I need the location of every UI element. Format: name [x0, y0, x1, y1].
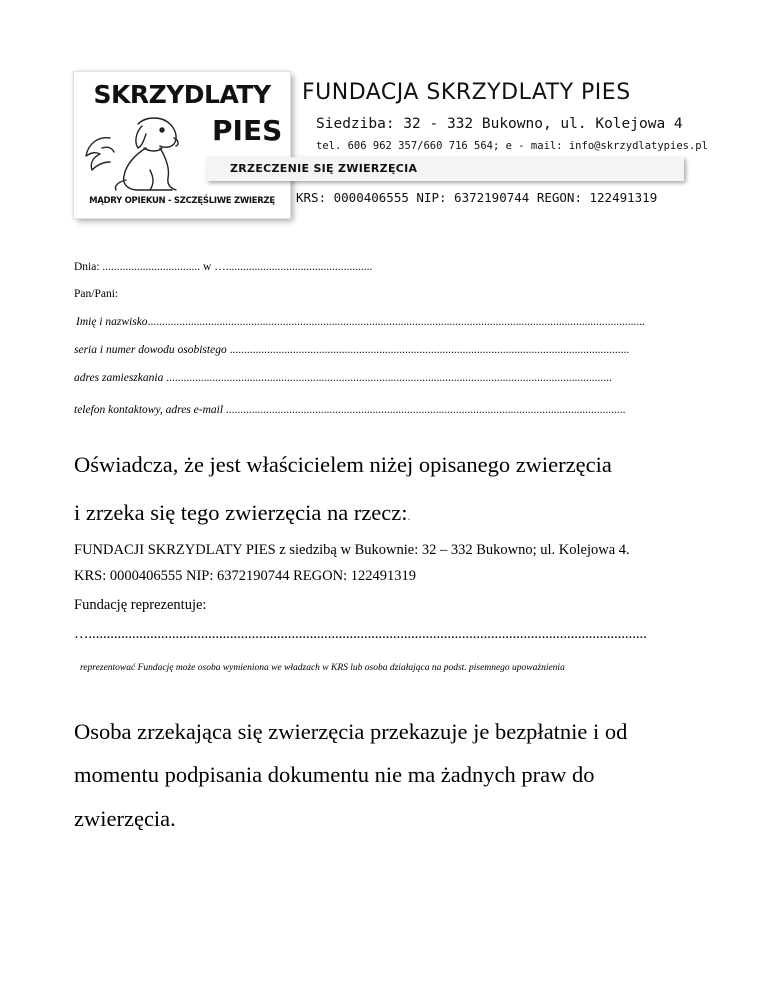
final-statement-line-1: Osoba zrzekająca się zwierzęcia przekazuje je bezpłatnie i od: [74, 719, 628, 744]
phone-email-dots: ...........................................................................................................................................: [223, 404, 626, 416]
date-place-field[interactable]: Dnia: .................................. w …...................................................: [74, 261, 373, 273]
winged-dog-icon: [80, 108, 210, 196]
statement-line-1: Oświadcza, że jest właścicielem niżej opisanego zwierzęcia: [74, 452, 612, 477]
statement-line-2-text: i zrzeka się tego zwierzęcia na rzecz:: [74, 500, 408, 525]
name-label: Imię i nazwisko: [76, 316, 148, 328]
representative-label: Fundację reprezentuje:: [74, 597, 207, 613]
final-statement-line-2: momentu podpisania dokumentu nie ma żadnych praw do: [74, 762, 595, 787]
foundation-address: Siedziba: 32 - 332 Bukowno, ul. Kolejowa 4: [316, 116, 683, 132]
phone-email-field[interactable]: [74, 404, 626, 416]
final-statement-line-3: zwierzęcia.: [74, 806, 176, 831]
document-title: ZRZECZENIE SIĘ ZWIERZĘCIA: [230, 162, 418, 175]
representative-field[interactable]: …..........................................................................................................................................................: [74, 626, 647, 642]
foundation-registry: KRS: 0000406555 NIP: 6372190744 REGON: 122491319: [296, 190, 658, 205]
statement-line-2-dot: .: [407, 509, 411, 523]
logo: [74, 72, 290, 218]
address-dots: ...........................................................................................................................................................: [163, 372, 612, 384]
id-number-field[interactable]: [74, 344, 629, 356]
document-title-bar: [206, 157, 684, 181]
id-number-dots: ...........................................................................................................................................: [226, 344, 630, 356]
statement-line-2: [74, 500, 411, 526]
foundation-name: FUNDACJA SKRZYDLATY PIES: [302, 80, 631, 105]
beneficiary-registry: KRS: 0000406555 NIP: 6372190744 REGON: 122491319: [74, 568, 416, 584]
logo-slogan: MĄDRY OPIEKUN - SZCZĘŚLIWE ZWIERZĘ: [89, 196, 275, 206]
name-dots: .............................................................................................................................................................................: [147, 316, 645, 328]
address-field[interactable]: [74, 372, 612, 384]
logo-title: SKRZYDLATY: [93, 80, 271, 109]
phone-email-label: telefon kontaktowy, adres e-mail: [74, 404, 224, 416]
name-field[interactable]: [76, 316, 645, 328]
address-label: adres zamieszkania: [74, 372, 164, 384]
representative-note: reprezentować Fundację może osoba wymieniona we władzach w KRS lub osoba działająca na podst. pisemnego upoważnienia: [80, 663, 565, 673]
logo-subtitle: PIES: [212, 114, 283, 147]
foundation-contact: tel. 606 962 357/660 716 564; e - mail: info@skrzydlatypies.pl: [316, 140, 708, 152]
beneficiary-text: FUNDACJI SKRZYDLATY PIES z siedzibą w Bukownie: 32 – 332 Bukowno; ul. Kolejowa 4.: [74, 542, 630, 558]
id-number-label: seria i numer dowodu osobistego: [74, 344, 227, 356]
pan-pani-label: Pan/Pani:: [74, 288, 119, 300]
